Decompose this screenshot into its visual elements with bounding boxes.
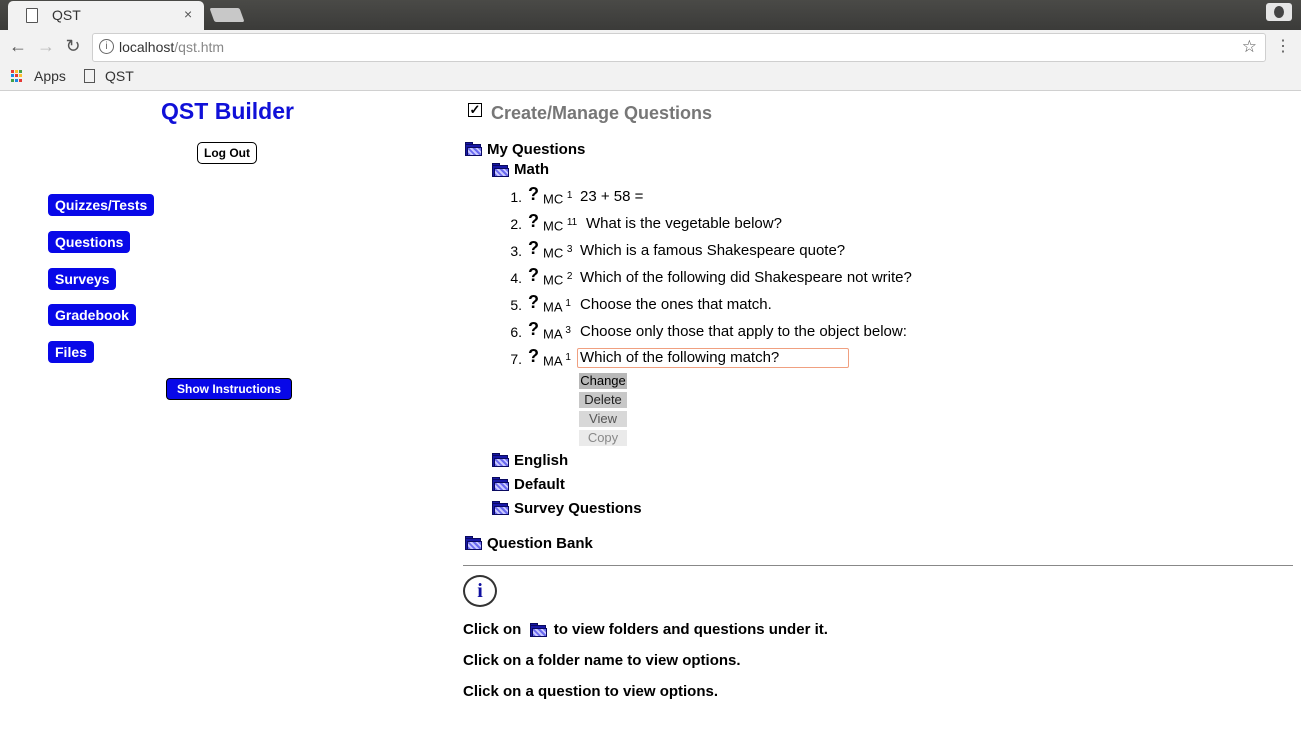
question-type: MC $^{11}$ — [543, 217, 578, 234]
nav-surveys[interactable]: Surveys — [48, 268, 116, 290]
bookmark-apps[interactable]: Apps — [34, 68, 66, 84]
folder-math[interactable]: Math — [514, 161, 549, 178]
nav-questions[interactable]: Questions — [48, 231, 130, 253]
question-icon: ? — [528, 319, 539, 339]
profile-icon — [1274, 6, 1284, 18]
question-text[interactable]: What is the vegetable below? — [586, 215, 782, 232]
question-icon: ? — [528, 265, 539, 285]
checkbox-icon[interactable]: ✓ — [469, 102, 481, 117]
instruction-line-2: Click on a folder name to view options. — [463, 652, 741, 669]
tab-title: QST — [52, 7, 81, 23]
question-text[interactable]: Which of the following did Shakespeare not write? — [580, 269, 912, 286]
folder-open-icon[interactable] — [492, 163, 508, 175]
question-icon: ? — [528, 346, 539, 366]
folder-icon[interactable] — [492, 453, 508, 465]
info-icon: i — [463, 575, 497, 607]
nav-files[interactable]: Files — [48, 341, 94, 363]
folder-survey-questions[interactable]: Survey Questions — [514, 500, 642, 517]
browser-toolbar — [0, 30, 1301, 64]
back-arrow-icon[interactable]: ← — [9, 36, 27, 56]
folder-open-icon[interactable] — [465, 142, 481, 154]
folder-icon[interactable] — [465, 536, 481, 548]
question-type: MC $^3$ — [543, 244, 573, 261]
page-icon — [26, 8, 38, 23]
forward-arrow-icon[interactable]: → — [37, 36, 55, 56]
copy-button[interactable]: Copy — [579, 430, 627, 446]
folder-question-bank[interactable]: Question Bank — [487, 535, 593, 552]
question-text[interactable]: Choose the ones that match. — [580, 296, 772, 313]
bookmark-qst[interactable]: QST — [105, 68, 134, 84]
app-title: QST Builder — [161, 98, 294, 124]
instruction-line-3: Click on a question to view options. — [463, 683, 719, 700]
delete-button[interactable]: Delete — [579, 392, 627, 408]
folder-icon[interactable] — [492, 501, 508, 513]
folder-icon — [530, 623, 546, 635]
address-bar[interactable] — [92, 33, 1266, 62]
question-text[interactable]: 23 + 58 = — [580, 188, 644, 205]
question-icon: ? — [528, 238, 539, 258]
nav-quizzes-tests[interactable]: Quizzes/Tests — [48, 194, 154, 216]
browser-tabbar — [0, 0, 1301, 30]
browser-tab[interactable] — [8, 1, 204, 30]
new-tab-button[interactable] — [209, 8, 244, 22]
question-text[interactable]: Which is a famous Shakespeare quote? — [580, 242, 846, 259]
reload-icon[interactable]: ↻ — [65, 36, 81, 56]
view-button[interactable]: View — [579, 411, 627, 427]
question-icon: ? — [528, 211, 539, 231]
folder-english[interactable]: English — [514, 452, 569, 469]
show-instructions-button[interactable]: Show Instructions — [166, 378, 292, 400]
page-icon — [84, 69, 95, 83]
change-button[interactable]: Change — [580, 373, 626, 388]
folder-my-questions[interactable]: My Questions — [487, 141, 586, 158]
logout-button[interactable]: Log Out — [197, 142, 257, 164]
question-type: MA $^1$ — [543, 352, 571, 369]
question-text-selected[interactable]: Which of the following match? — [577, 348, 849, 368]
page-content: QST Builder Log Out Quizzes/Tests Questions Surveys Gradebook Files Show Instructions ✓ Create/Manage Questions My Questions Math 1. ? MC $^1$ 23 + 58 = 2. ? MC $^{11}$ What is the vegetable below? 3. ? MC $^3$ Which is a famous Shakespeare quote? 4. ? MC $^2$ Which of the following did Shakespeare not write? 5. ? MA $^1$ Choose the ones that match. 6. ? MA $^3$ Choose only those that apply to the object below: 7. ? MA $^1$ Which of the following match? Change Delete View Copy English Default Survey Questions Question Bank i Click on to view folders and questions under it. Click on a folder name to view options. Click on a question to view options. — [0, 91, 1301, 744]
folder-default[interactable]: Default — [514, 476, 565, 493]
page-title: Create/Manage Questions — [491, 103, 713, 123]
question-type: MA $^3$ — [543, 325, 571, 342]
bookmark-star-icon[interactable]: ☆ — [1241, 37, 1257, 56]
browser-menu-icon[interactable]: ⋮ — [1275, 38, 1291, 55]
url-text: localhost/qst.htm — [119, 39, 225, 55]
nav-gradebook[interactable]: Gradebook — [48, 304, 136, 326]
question-text[interactable]: Choose only those that apply to the object below: — [580, 323, 907, 340]
question-type: MC $^2$ — [543, 271, 573, 288]
question-icon: ? — [528, 184, 539, 204]
question-type: MA $^1$ — [543, 298, 571, 315]
folder-icon[interactable] — [492, 477, 508, 489]
apps-icon[interactable] — [11, 70, 23, 82]
question-icon: ? — [528, 292, 539, 312]
instruction-line-1: Click on to view folders and questions under it. — [463, 621, 828, 638]
close-tab-icon[interactable]: × — [184, 6, 193, 22]
question-type: MC $^1$ — [543, 190, 573, 207]
info-icon[interactable]: i — [99, 39, 114, 54]
divider — [463, 565, 1293, 566]
bookmarks-bar — [0, 64, 1301, 91]
profile-button[interactable] — [1266, 3, 1292, 21]
